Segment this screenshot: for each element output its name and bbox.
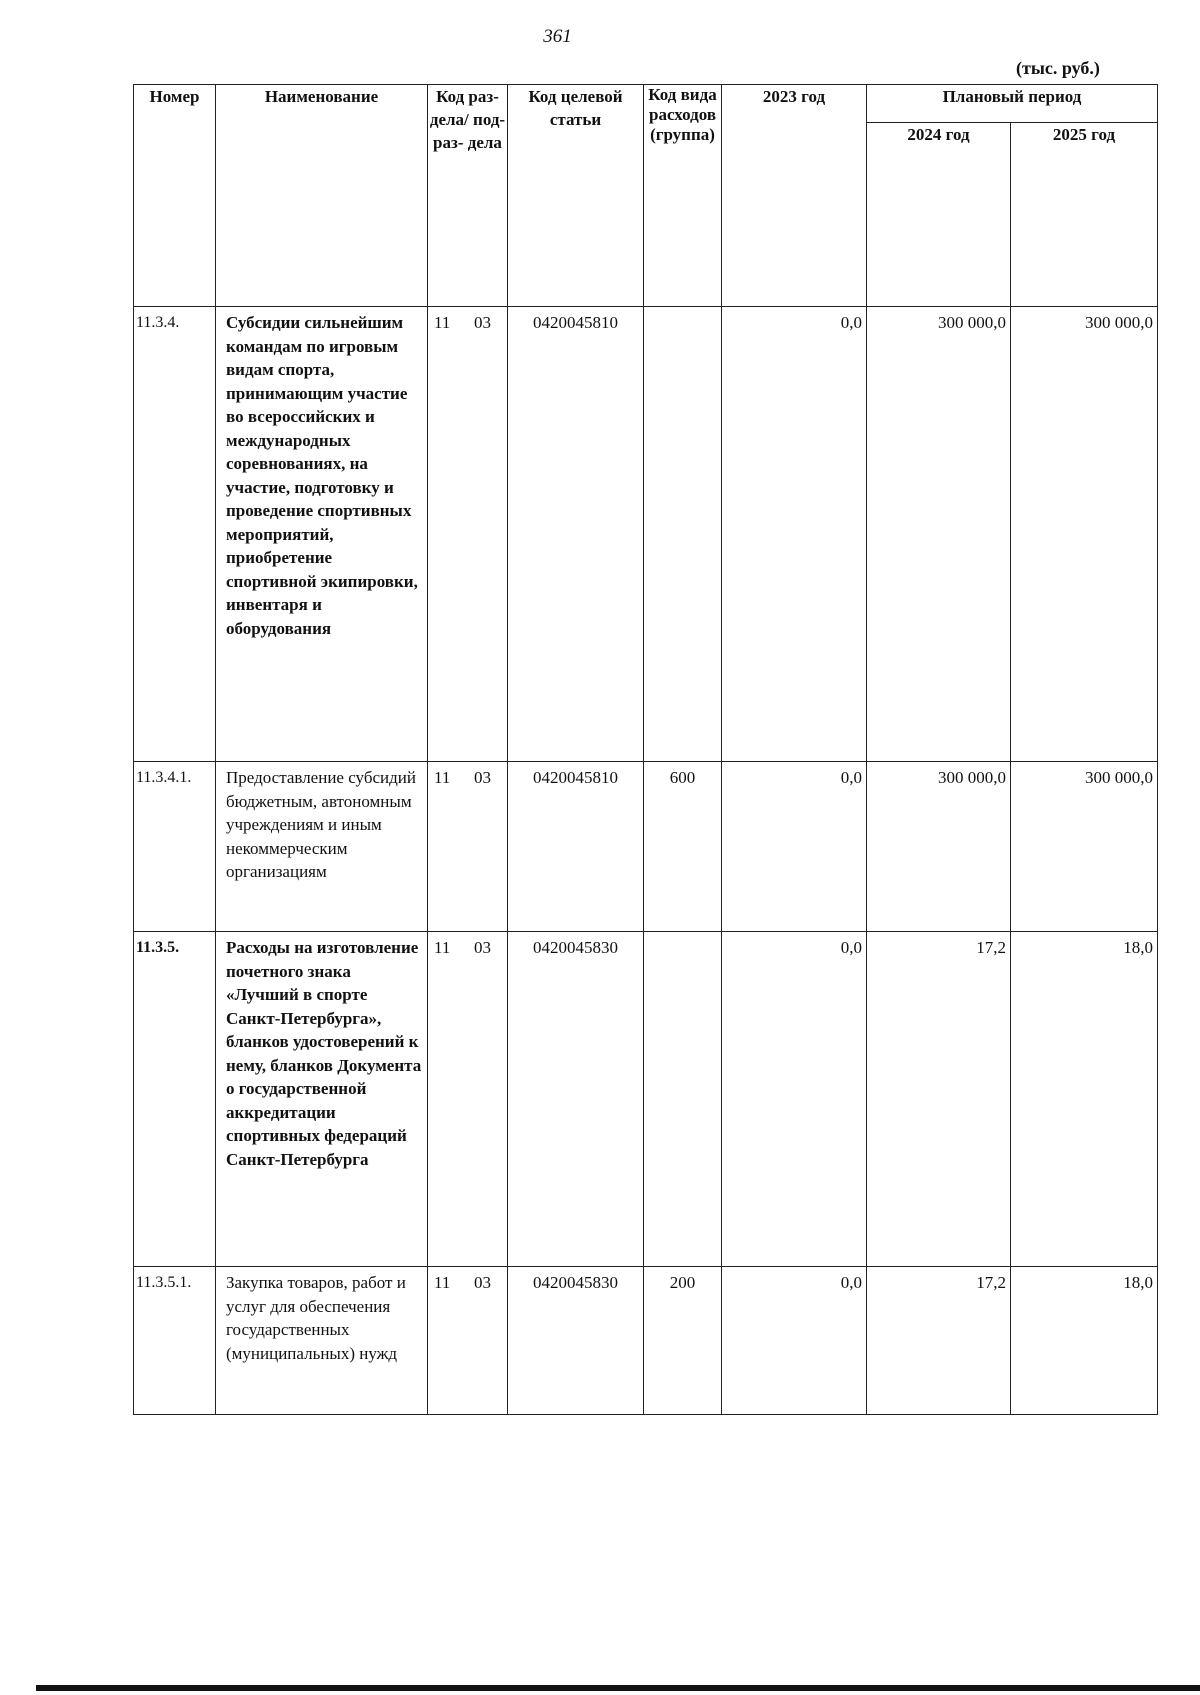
row-amount-2025: 18,0 [1011,932,1158,1267]
row-section-code [428,307,508,762]
row-target-code: 0420045830 [508,1267,644,1415]
header-year-2025: 2025 год [1011,123,1158,307]
row-expense-type: 200 [644,1267,722,1415]
header-name: Наименование [216,85,428,307]
row-subsection: 03 [474,768,491,787]
header-year-2023: 2023 год [722,85,867,307]
row-amount-2023: 0,0 [722,1267,867,1415]
header-planned-period: Плановый период [867,85,1158,123]
bottom-rule [36,1685,1200,1691]
row-subsection: 03 [474,1273,491,1292]
units-label: (тыс. руб.) [1016,58,1100,78]
row-name: Закупка товаров, работ и услуг для обеспечения государственных (муниципальных) нужд [216,1267,428,1415]
row-expense-type [644,307,722,762]
budget-table [133,84,1158,1415]
row-section-code [428,1267,508,1415]
row-amount-2023: 0,0 [722,932,867,1267]
row-section: 11 [434,1273,451,1292]
row-amount-2025: 18,0 [1011,1267,1158,1415]
header-year-2024: 2024 год [867,123,1011,307]
row-amount-2024: 17,2 [867,932,1011,1267]
row-amount-2023: 0,0 [722,762,867,932]
row-number: 11.3.5.1. [134,1267,216,1415]
row-section: 11 [434,768,451,787]
row-amount-2025: 300 000,0 [1011,762,1158,932]
row-name: Расходы на изготовление почетного знака «Лучший в спорте Санкт-Петербурга», бланков удостоверений к нему, бланков Документа о государственной аккредитации спортивных федераций Санкт-Петербурга [216,932,428,1267]
row-target-code: 0420045810 [508,307,644,762]
row-name: Предоставление субсидий бюджетным, автономным учреждениям и иным некоммерческим организациям [216,762,428,932]
header-target-code: Код целевой статьи [508,85,644,307]
row-amount-2024: 300 000,0 [867,762,1011,932]
header-expense-type-code: Код вида расходов (группа) [644,85,722,307]
row-amount-2023: 0,0 [722,307,867,762]
row-section-code [428,762,508,932]
row-target-code: 0420045810 [508,762,644,932]
row-subsection: 03 [474,938,491,957]
row-expense-type [644,932,722,1267]
row-name: Субсидии сильнейшим командам по игровым видам спорта, принимающим участие во всероссийских и международных соревнованиях, на участие, подготовку и проведение спортивных мероприятий, приобретение спортивной экипировки, инвентаря и оборудования [216,307,428,762]
table-row [134,307,1158,762]
row-number: 11.3.4. [134,307,216,762]
row-subsection: 03 [474,313,491,332]
header-row-top [134,85,1158,123]
row-section-code [428,932,508,1267]
row-expense-type: 600 [644,762,722,932]
row-number: 11.3.5. [134,932,216,1267]
row-amount-2024: 17,2 [867,1267,1011,1415]
row-amount-2025: 300 000,0 [1011,307,1158,762]
table-row [134,762,1158,932]
row-number: 11.3.4.1. [134,762,216,932]
header-section-code: Код раз- дела/ под- раз- дела [428,85,508,307]
table-row [134,932,1158,1267]
row-amount-2024: 300 000,0 [867,307,1011,762]
table-row [134,1267,1158,1415]
page-number: 361 [543,26,572,47]
header-number: Номер [134,85,216,307]
row-section: 11 [434,938,451,957]
row-section: 11 [434,313,451,332]
row-target-code: 0420045830 [508,932,644,1267]
